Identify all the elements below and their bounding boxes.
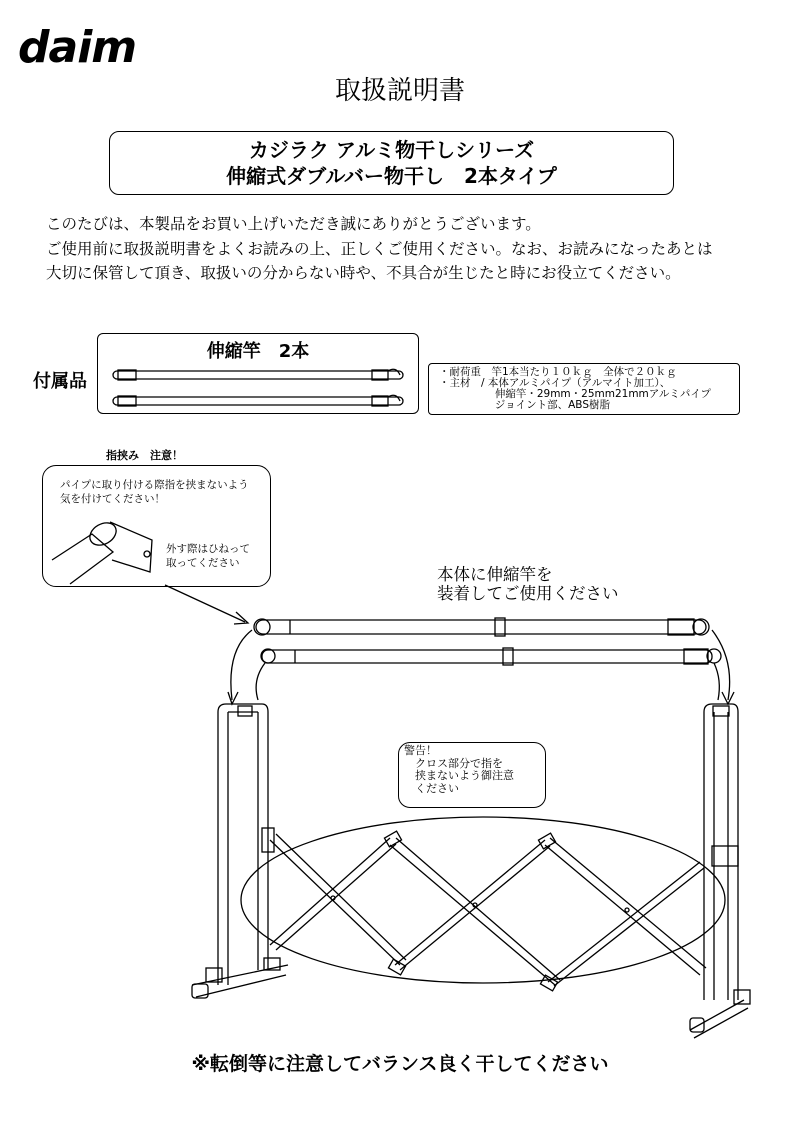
insert-arrow-icon: [256, 663, 265, 700]
cross-warning-line: クロス部分で指を: [404, 756, 503, 770]
balance-note: ※転倒等に注意してバランス良く干してください: [191, 1053, 609, 1075]
spec-line: ジョイント部、ABS樹脂: [439, 399, 610, 411]
left-frame-illustration: [192, 704, 288, 998]
document-title: 取扱説明書: [334, 76, 465, 106]
drying-poles-illustration: [254, 618, 721, 665]
arrow-icon: [165, 585, 245, 622]
finger-warning-line: 気を付けてください！: [60, 493, 165, 505]
arrow-head-icon: [228, 692, 238, 704]
product-title-line2: 伸縮式ダブルバー物干し 2本タイプ: [226, 164, 557, 188]
insert-arrow-icon: [714, 663, 719, 700]
right-frame-illustration: [690, 704, 750, 1038]
cross-warning-line: 警告！: [404, 744, 437, 757]
joint-closeup-illustration: [52, 518, 152, 584]
install-note-line: 本体に伸縮竿を: [437, 565, 553, 584]
intro-line: 大切に保管して頂き、取扱いの分からない時や、不具合が生じたと時にお役立てください。: [46, 264, 681, 282]
removal-note-line: 外す際はひねって: [166, 543, 250, 555]
install-note-line: 装着してご使用ください: [437, 584, 619, 603]
accessories-label: 付属品: [33, 371, 87, 392]
finger-warning-title: 指挟み 注意！: [106, 449, 183, 462]
intro-line: ご使用前に取扱説明書をよくお読みの上、正しくご使用ください。なお、お読みになったあとは: [46, 239, 713, 258]
intro-line: このたびは、本製品をお買い上げいただき誠にありがとうございます。: [46, 215, 541, 233]
removal-note-line: 取ってください: [166, 557, 240, 569]
spec-line: ・耐荷重 竿1本当たり１０ｋｇ 全体で２０ｋｇ: [439, 366, 677, 378]
brand-logo: daim: [18, 22, 137, 73]
scissor-links-illustration: [270, 831, 706, 991]
spec-line: 伸縮竿・29mm・25mm21mmアルミパイプ: [439, 388, 712, 400]
cross-warning-line: ください: [404, 781, 459, 795]
insert-arrow-icon: [231, 630, 252, 700]
product-title-line1: カジラク アルミ物干しシリーズ: [248, 138, 535, 162]
accessory-pole-illustration: [113, 369, 403, 406]
cross-warning-line: 挟まないよう御注意: [404, 769, 514, 782]
finger-warning-line: パイプに取り付ける際指を挟まないよう: [60, 479, 249, 491]
accessories-item: 伸縮竿 2本: [206, 341, 310, 362]
spec-line: ・主材 / 本体アルミパイプ（アルマイト加工）、: [439, 377, 671, 389]
